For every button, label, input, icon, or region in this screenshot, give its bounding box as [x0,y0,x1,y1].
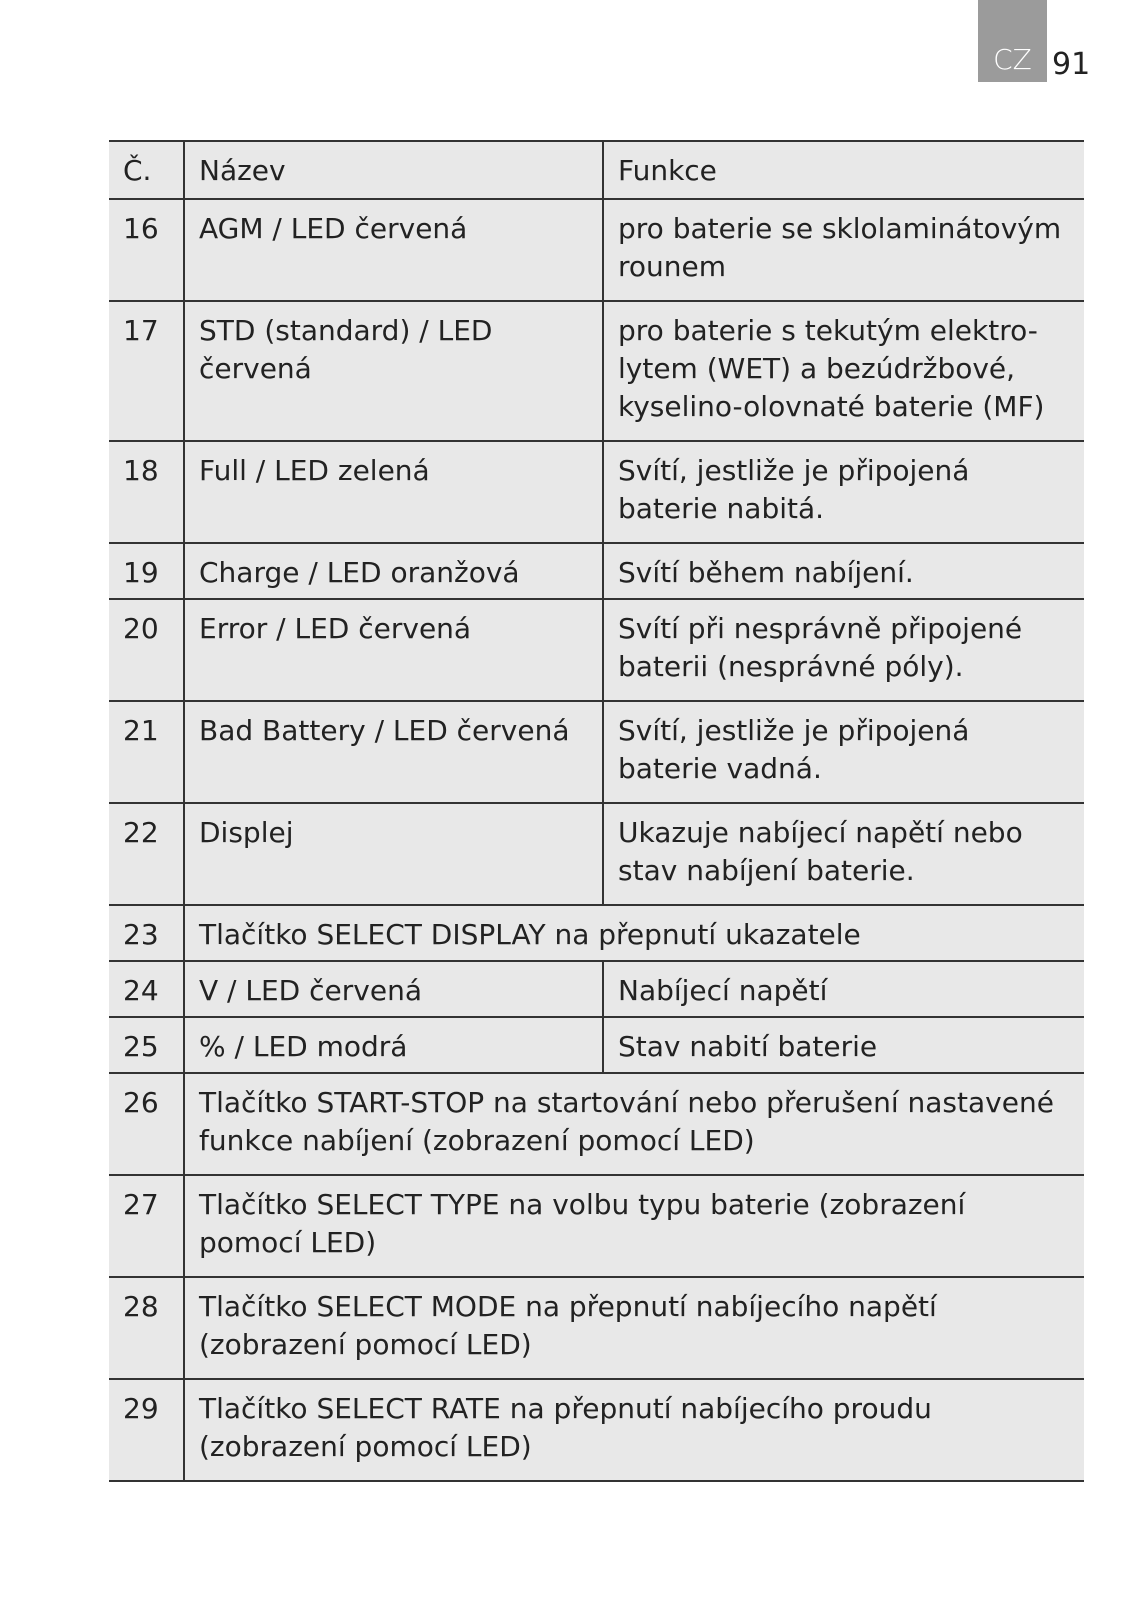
table-row [109,543,1084,599]
row-span-text: Tlačítko SELECT MODE na přepnutí nabíjecího napětí (zobrazení pomocí LED) [184,1277,1084,1379]
row-name: Charge / LED oranžová [184,543,603,599]
function-table [109,140,1084,1482]
row-function: Svítí, jestliže je připojená baterie nabitá. [603,441,1084,543]
row-number: 18 [109,441,184,543]
row-name: % / LED modrá [184,1017,603,1073]
row-number: 21 [109,701,184,803]
table-row [109,599,1084,701]
table-row [109,1379,1084,1481]
row-name: AGM / LED červená [184,199,603,301]
row-name: STD (standard) / LED červená [184,301,603,441]
row-number: 22 [109,803,184,905]
row-number: 16 [109,199,184,301]
table-row [109,803,1084,905]
row-span-text: Tlačítko SELECT DISPLAY na přepnutí ukazatele [184,905,1084,961]
header-number: Č. [109,141,184,199]
row-span-text: Tlačítko START-STOP na startování nebo přerušení nastavené funkce nabíjení (zobrazení pomocí LED) [184,1073,1084,1175]
table-row [109,701,1084,803]
table-row [109,961,1084,1017]
header-function: Funkce [603,141,1084,199]
row-number: 24 [109,961,184,1017]
row-number: 19 [109,543,184,599]
row-name: Error / LED červená [184,599,603,701]
table-row [109,441,1084,543]
row-number: 20 [109,599,184,701]
language-tab: CZ [978,0,1047,82]
table-row [109,905,1084,961]
row-span-text: Tlačítko SELECT RATE na přepnutí nabíjecího proudu (zobrazení pomocí LED) [184,1379,1084,1481]
row-name: V / LED červená [184,961,603,1017]
row-number: 29 [109,1379,184,1481]
row-number: 26 [109,1073,184,1175]
row-function: pro baterie se sklolaminátovým rounem [603,199,1084,301]
header-name: Název [184,141,603,199]
row-function: Svítí během nabíjení. [603,543,1084,599]
row-span-text: Tlačítko SELECT TYPE na volbu typu baterie (zobrazení pomocí LED) [184,1175,1084,1277]
table-header-row [109,141,1084,199]
row-function: Nabíjecí napětí [603,961,1084,1017]
table-row [109,1073,1084,1175]
table-row [109,1175,1084,1277]
table-row [109,199,1084,301]
row-name: Displej [184,803,603,905]
row-function: pro baterie s tekutým elektro-lytem (WET) a bezúdržbové, kyselino-olovnaté baterie (MF) [603,301,1084,441]
row-function: Ukazuje nabíjecí napětí nebo stav nabíjení baterie. [603,803,1084,905]
table-row [109,301,1084,441]
row-function: Svítí při nesprávně připojené baterii (nesprávné póly). [603,599,1084,701]
row-number: 27 [109,1175,184,1277]
row-name: Full / LED zelená [184,441,603,543]
row-function: Svítí, jestliže je připojená baterie vadná. [603,701,1084,803]
page-number: 91 [1052,47,1091,82]
row-number: 23 [109,905,184,961]
table-row [109,1277,1084,1379]
row-function: Stav nabití baterie [603,1017,1084,1073]
table-row [109,1017,1084,1073]
row-name: Bad Battery / LED červená [184,701,603,803]
row-number: 25 [109,1017,184,1073]
row-number: 17 [109,301,184,441]
row-number: 28 [109,1277,184,1379]
